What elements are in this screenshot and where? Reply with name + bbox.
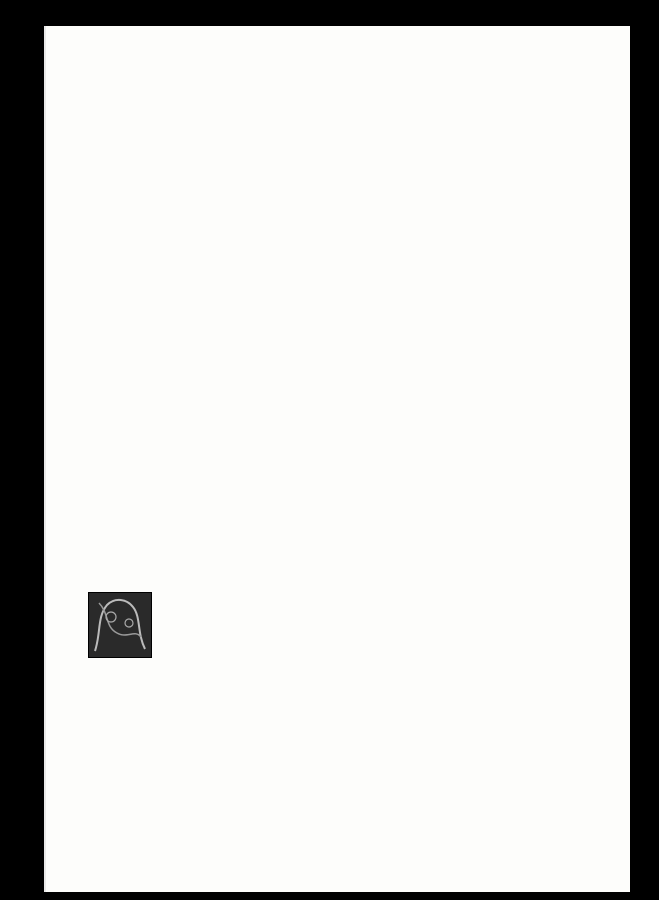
decorated-initial-image — [88, 592, 152, 658]
page — [44, 26, 630, 892]
decorated-initial-letter — [89, 593, 151, 657]
